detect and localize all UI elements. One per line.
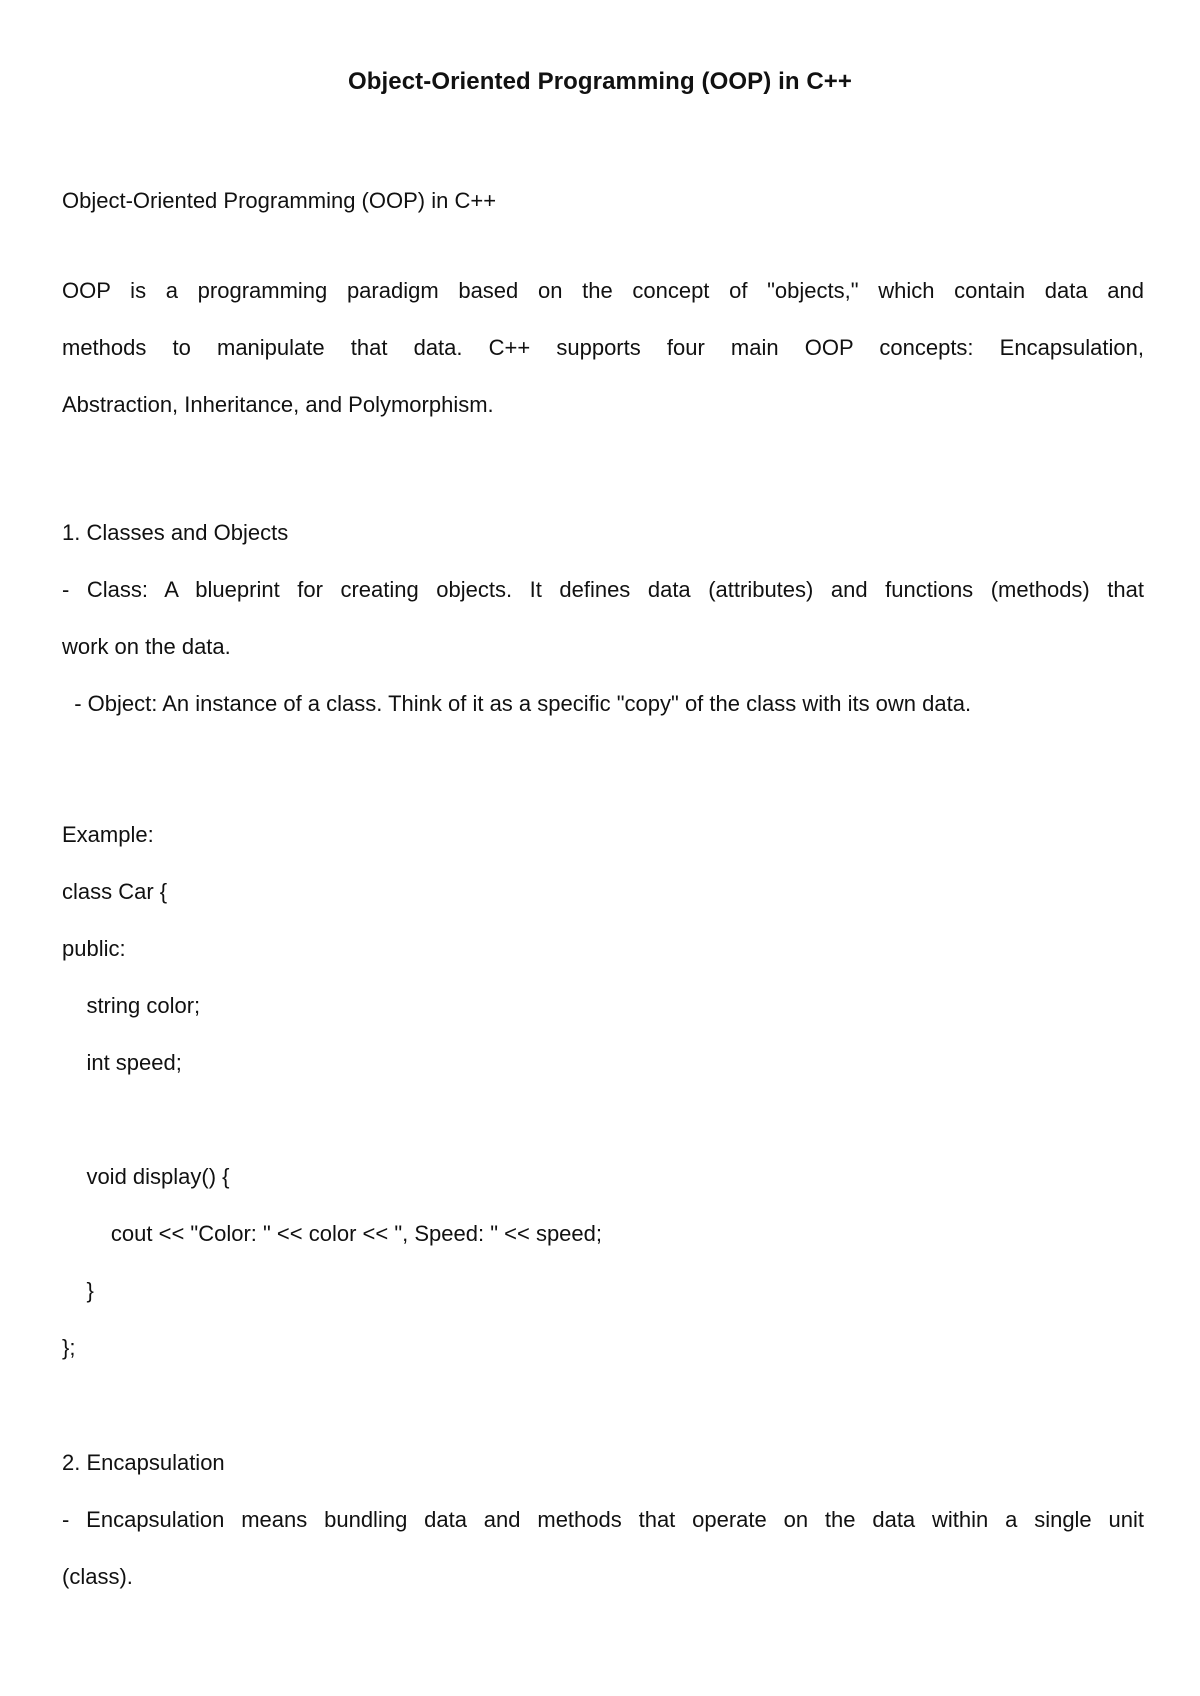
code-line: void display() {	[62, 1164, 230, 1189]
class-definition-line-1: - Class: A blueprint for creating objects. It defines data (attributes) and functions (methods) that	[62, 577, 1144, 602]
encapsulation-line-1: - Encapsulation means bundling data and methods that operate on the data within a single unit	[62, 1507, 1144, 1532]
class-definition-line-2: work on the data.	[62, 634, 231, 659]
section-heading-encapsulation: 2. Encapsulation	[62, 1450, 225, 1475]
intro-paragraph-line-2: methods to manipulate that data. C++ supports four main OOP concepts: Encapsulation,	[62, 335, 1144, 360]
intro-paragraph-line-1: OOP is a programming paradigm based on the concept of "objects," which contain data and	[62, 278, 1144, 303]
code-line: }	[62, 1278, 94, 1303]
encapsulation-line-2: (class).	[62, 1564, 133, 1589]
code-line: int speed;	[62, 1050, 182, 1075]
code-line: public:	[62, 936, 126, 961]
document-subtitle: Object-Oriented Programming (OOP) in C++	[62, 188, 497, 213]
code-line: class Car {	[62, 879, 168, 904]
example-label: Example:	[62, 822, 154, 847]
section-heading-classes-objects: 1. Classes and Objects	[62, 520, 289, 545]
object-definition-line: - Object: An instance of a class. Think of it as a specific "copy" of the class with its own data.	[62, 691, 972, 716]
code-line: string color;	[62, 993, 201, 1018]
code-line: cout << "Color: " << color << ", Speed: " << speed;	[62, 1221, 602, 1246]
intro-paragraph-line-3: Abstraction, Inheritance, and Polymorphism.	[62, 392, 494, 417]
document-title: Object-Oriented Programming (OOP) in C++	[347, 68, 853, 95]
code-line: };	[62, 1335, 76, 1360]
